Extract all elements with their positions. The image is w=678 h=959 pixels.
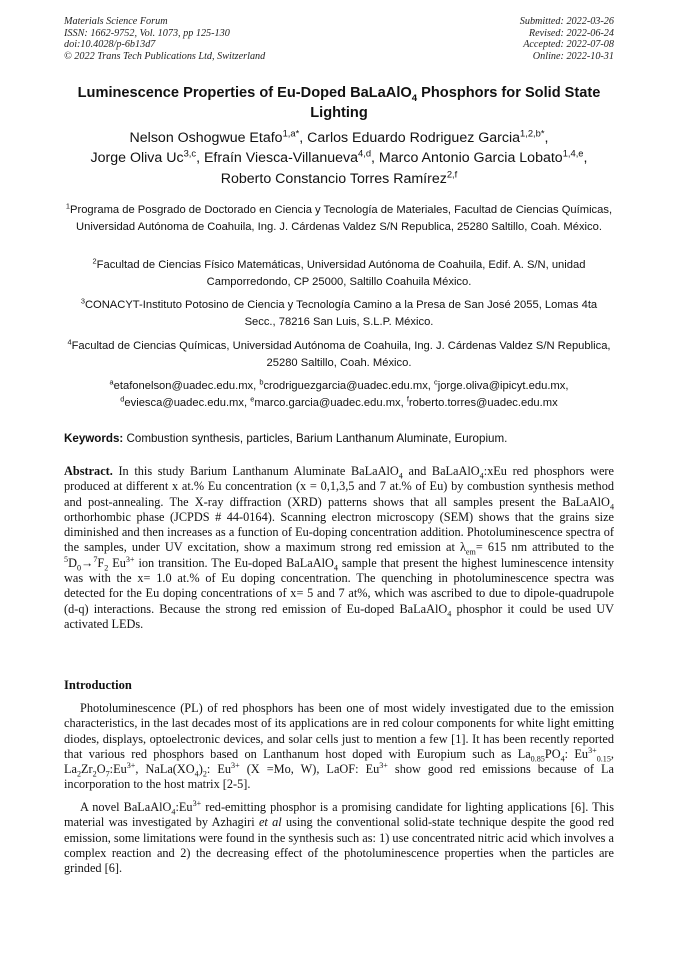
author-name: Nelson Oshogwue Etafo	[129, 130, 283, 146]
email-link[interactable]: jorge.oliva@ipicyt.edu.mx,	[437, 380, 569, 392]
abstract-label: Abstract.	[64, 464, 113, 478]
keywords	[64, 431, 614, 446]
author-name: Roberto Constancio Torres Ramírez	[220, 170, 447, 187]
email-link[interactable]: marco.garcia@uadec.edu.mx,	[254, 396, 407, 409]
affiliation-4: $^4$Facultad de Ciencias Químicas, Universidad Autónoma de Coahuila, Ing. J. Cárdenas Valdez S/N Republica, 25280 Saltillo, Coah. México.	[67, 337, 611, 369]
online-date: Online: 2022-10-31	[532, 50, 614, 62]
journal-name: Materials Science Forum	[64, 16, 168, 27]
author-name: Efraín Viesca-Villanueva	[203, 150, 359, 167]
author-name: Jorge Oliva Uc	[90, 150, 184, 167]
affiliation-1: $^1$Programa de Posgrado de Doctorado en Ciencia y Tecnología de Materiales, Facultad de Ciencias Químicas, Universidad Autónoma de Coahuila, Ing. J. Cárdenas Valdez S/N Republica, 25280 Saltillo, Coah. México.	[65, 201, 613, 233]
email-link[interactable]: eviesca@uadec.edu.mx,	[124, 396, 251, 409]
paper-title: Luminescence Properties of Eu-Doped BaLaAlO$_4$ Phosphors for Solid State Lighting	[77, 85, 601, 121]
affiliation-3: $^3$CONACYT-Instituto Potosino de Ciencia y Tecnología Camino a la Presa de San José 2055, Lomas 4ta Secc., 78216 San Luis, S.L.P. México.	[80, 296, 598, 328]
intro-paragraph-2: A novel $BaLaAlO_4:Eu^{3+}$ red-emitting phosphor is a promising candidate for lighting applications [6]. This material was investigated by Azhagiri et al using the conventional solid-state technique despite the good red emission, some limitations were found in the synthesis such as: 1) use concentrated nitric acid which involves a complex reaction and 2) the decreasing effect of the photoluminescence properties when the particles are grinded [6].	[64, 798, 614, 876]
abstract: Abstract. In this study Barium Lanthanum Aluminate BaLaAlO$_4$ and BaLaAlO$_4$:xEu red phosphors were produced at different x at.% Eu concentration (x = 0,1,3,5 and 7 at.% of Eu) by combustion synthesis method and post-annealing. The X-ray diffraction (XRD) patterns shows that all samples present the BaLaAlO$_4$ orthorhombic phase (JCPDS # 44-0164). Scanning electron microscopy (SEM) shows that the grains size diminished and then increases as a function of Eu-doping concentration addition. Photoluminescence spectra of the samples, under UV excitation, show a maximum strong red emission at $\lambda_{em}= 615$ nm attributed to the $^5D_0\to^7F_2$ $Eu^{3+}$ ion transition. The Eu-doped BaLaAlO$_4$ sample that present the highest luminescence intensity was with the x= 1.0 at.% of Eu doping concentration. The quenching in photoluminescence spectra was detected for the Eu doping concentrations of x= 5 and 7 at%, which was ascribed to due to dipole-quadrupole (d-q) interactions. Because the strong red emission of Eu-doped BaLaAlO$_4$ phosphor it could be used UV activated LEDs.	[64, 464, 615, 631]
author-emails: $^a$etafonelson@uadec.edu.mx, $^b$crodriguezgarcia@uadec.edu.mx, $^c$jorge.oliva@ipicyt.edu.mx, $^d$eviesca@uadec.edu.mx, $^e$marco.garcia@uadec.edu.mx, $^f$roberto.torres@uadec.edu.mx	[109, 377, 569, 409]
email-link[interactable]: crodriguezgarcia@uadec.edu.mx,	[263, 380, 435, 392]
author-name: Marco Antonio Garcia Lobato	[378, 150, 563, 167]
email-link[interactable]: etafonelson@uadec.edu.mx,	[113, 380, 260, 392]
keywords-label: Keywords:	[64, 432, 124, 445]
journal-issn: ISSN: 1662-9752, Vol. 1073, pp 125-130	[64, 27, 230, 39]
accepted-date: Accepted: 2022-07-08	[523, 39, 614, 50]
email-link[interactable]: roberto.torres@uadec.edu.mx	[408, 396, 558, 409]
author-list: Nelson Oshogwue Etafo$^{1,a*}$, Carlos Eduardo Rodriguez Garcia$^{1,2,b*}$, Jorge Oliva Uc$^{3,c}$, Efraín Viesca-Villanueva$^{4,d}$, Marco Antonio Garcia Lobato$^{1,4,e}$, Roberto Constancio Torres Ramírez$^{2,f}$	[90, 128, 588, 187]
submitted-date: Submitted: 2022-03-26	[519, 16, 614, 27]
intro-paragraph-1: Photoluminescence (PL) of red phosphors has been one of most widely investigated due to the emission characteristics, in the last decades most of its applications are in red colour components for white light emitting diodes, displays, optoelectronic devices, and solar cells just to mention a few [1]. It has been recently reported that various red phosphors based on Lanthanum host doped with Europium such as $La_{0.85}PO_4$: $Eu^{3+}_{0.15}$, $La_2Zr_2O_7:Eu^{3+}$, $NaLa(XO_4)_2$: $Eu^{3+}$ (X =Mo, W), LaOF: $Eu^{3+}$ show good red emissions because of La incorporation to the host matrix [2-5].	[64, 701, 615, 792]
section-heading-introduction: Introduction	[64, 678, 132, 692]
journal-doi: doi:10.4028/p-6b13d7	[64, 39, 156, 50]
keywords-text: Combustion synthesis, particles, Barium Lanthanum Aluminate, Europium.	[123, 432, 508, 445]
revised-date: Revised: 2022-06-24	[528, 27, 614, 39]
affiliation-2: $^2$Facultad de Ciencias Físico Matemáticas, Universidad Autónoma de Coahuila, Edif. A. S/N, unidad Camporredondo, CP 25000, Saltillo Coahuila México.	[92, 256, 586, 288]
journal-copyright: © 2022 Trans Tech Publications Ltd, Switzerland	[64, 50, 266, 62]
author-name: Carlos Eduardo Rodriguez Garcia	[307, 130, 521, 146]
journal-info	[64, 16, 265, 62]
submission-dates	[520, 16, 614, 62]
